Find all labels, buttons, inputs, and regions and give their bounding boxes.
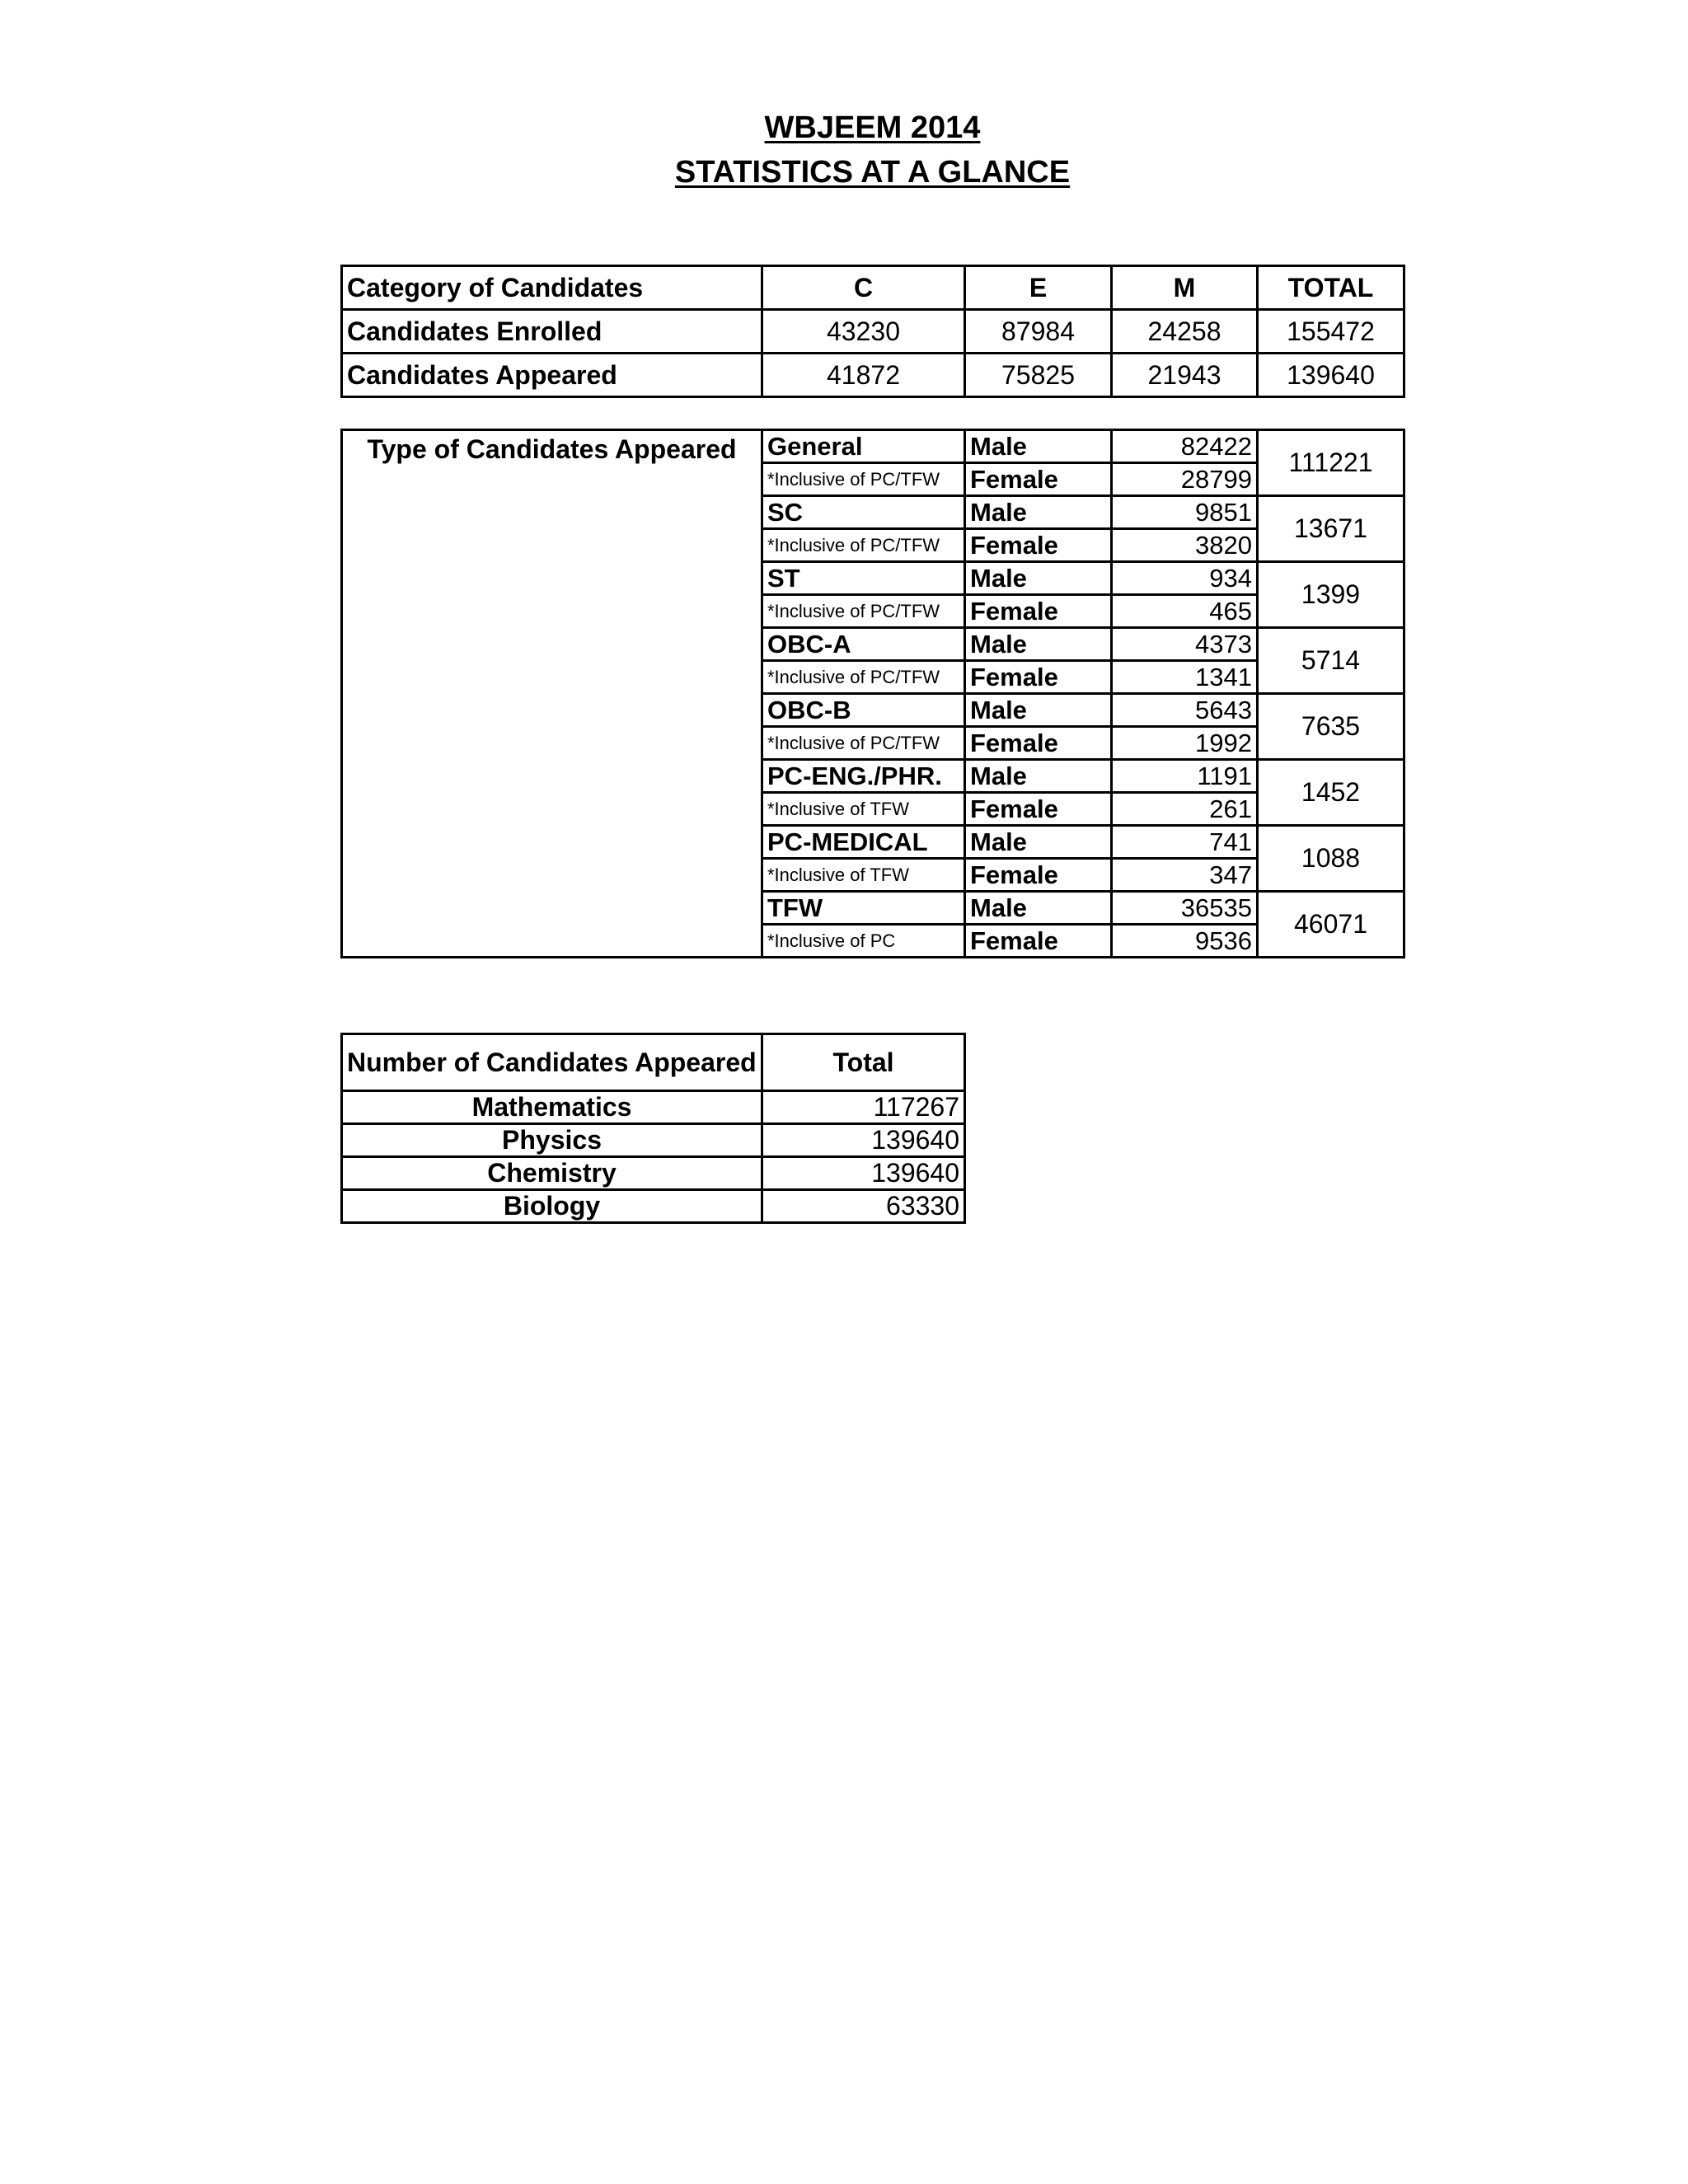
- cell-m: 24258: [1112, 310, 1258, 354]
- subject-header-total: Total: [762, 1034, 965, 1091]
- cell-c: 41872: [762, 354, 965, 397]
- group-name: PC-ENG./PHR.: [762, 760, 965, 793]
- group-total: 7635: [1258, 694, 1404, 760]
- male-label: Male: [965, 826, 1112, 859]
- cell-m: 21943: [1112, 354, 1258, 397]
- male-count: 5643: [1112, 694, 1258, 727]
- female-count: 1992: [1112, 727, 1258, 760]
- female-label: Female: [965, 595, 1112, 628]
- group-name: ST: [762, 562, 965, 595]
- female-label: Female: [965, 793, 1112, 826]
- subject-name: Biology: [342, 1190, 762, 1223]
- cell-total: 155472: [1258, 310, 1404, 354]
- type-row-male: [342, 430, 1404, 463]
- subject-name: Physics: [342, 1124, 762, 1157]
- row-label: Candidates Appeared: [342, 354, 762, 397]
- row-label: Candidates Enrolled: [342, 310, 762, 354]
- subject-name: Chemistry: [342, 1157, 762, 1190]
- group-note: *Inclusive of PC: [762, 925, 965, 958]
- subject-total: 139640: [762, 1124, 965, 1157]
- subject-name: Mathematics: [342, 1091, 762, 1124]
- type-heading: Type of Candidates Appeared: [342, 430, 762, 958]
- group-name: PC-MEDICAL: [762, 826, 965, 859]
- type-table: [340, 429, 1405, 958]
- category-header-total: TOTAL: [1258, 266, 1404, 310]
- table-row: [342, 354, 1404, 397]
- female-label: Female: [965, 925, 1112, 958]
- male-count: 36535: [1112, 892, 1258, 925]
- female-count: 9536: [1112, 925, 1258, 958]
- group-note: *Inclusive of PC/TFW: [762, 727, 965, 760]
- female-count: 261: [1112, 793, 1258, 826]
- group-total: 111221: [1258, 430, 1404, 496]
- group-name: SC: [762, 496, 965, 529]
- female-label: Female: [965, 463, 1112, 496]
- type-table-body: [342, 430, 1404, 958]
- group-note: *Inclusive of PC/TFW: [762, 529, 965, 562]
- female-label: Female: [965, 859, 1112, 892]
- male-label: Male: [965, 694, 1112, 727]
- male-count: 4373: [1112, 628, 1258, 661]
- group-total: 1088: [1258, 826, 1404, 892]
- group-name: TFW: [762, 892, 965, 925]
- female-count: 3820: [1112, 529, 1258, 562]
- subject-total: 117267: [762, 1091, 965, 1124]
- male-label: Male: [965, 628, 1112, 661]
- subject-header-label: Number of Candidates Appeared: [342, 1034, 762, 1091]
- male-label: Male: [965, 562, 1112, 595]
- male-count: 9851: [1112, 496, 1258, 529]
- female-count: 347: [1112, 859, 1258, 892]
- male-count: 934: [1112, 562, 1258, 595]
- table-row: [342, 1190, 965, 1223]
- category-table: [340, 265, 1405, 398]
- group-total: 46071: [1258, 892, 1404, 958]
- category-header-label: Category of Candidates: [342, 266, 762, 310]
- group-total: 1399: [1258, 562, 1404, 628]
- table-row: [342, 310, 1404, 354]
- male-label: Male: [965, 430, 1112, 463]
- male-label: Male: [965, 892, 1112, 925]
- group-note: *Inclusive of PC/TFW: [762, 661, 965, 694]
- subject-total: 63330: [762, 1190, 965, 1223]
- female-count: 28799: [1112, 463, 1258, 496]
- subject-total: 139640: [762, 1157, 965, 1190]
- page-title: WBJEEM 2014: [764, 110, 981, 145]
- group-note: *Inclusive of PC/TFW: [762, 595, 965, 628]
- cell-c: 43230: [762, 310, 965, 354]
- category-header-row: [342, 266, 1404, 310]
- male-label: Male: [965, 496, 1112, 529]
- female-count: 465: [1112, 595, 1258, 628]
- female-label: Female: [965, 661, 1112, 694]
- male-count: 82422: [1112, 430, 1258, 463]
- male-label: Male: [965, 760, 1112, 793]
- table-row: [342, 1091, 965, 1124]
- category-header-c: C: [762, 266, 965, 310]
- table-row: [342, 1124, 965, 1157]
- group-note: *Inclusive of PC/TFW: [762, 463, 965, 496]
- subject-header-row: [342, 1034, 965, 1091]
- page-title-block: [0, 105, 1688, 194]
- male-count: 1191: [1112, 760, 1258, 793]
- category-header-e: E: [965, 266, 1112, 310]
- group-note: *Inclusive of TFW: [762, 793, 965, 826]
- group-note: *Inclusive of TFW: [762, 859, 965, 892]
- category-header-m: M: [1112, 266, 1258, 310]
- female-label: Female: [965, 529, 1112, 562]
- group-name: OBC-B: [762, 694, 965, 727]
- group-total: 13671: [1258, 496, 1404, 562]
- cell-total: 139640: [1258, 354, 1404, 397]
- group-name: General: [762, 430, 965, 463]
- female-label: Female: [965, 727, 1112, 760]
- group-name: OBC-A: [762, 628, 965, 661]
- subject-table: [340, 1033, 966, 1224]
- page-subtitle: STATISTICS AT A GLANCE: [674, 155, 1071, 190]
- table-row: [342, 1157, 965, 1190]
- cell-e: 75825: [965, 354, 1112, 397]
- cell-e: 87984: [965, 310, 1112, 354]
- male-count: 741: [1112, 826, 1258, 859]
- group-total: 1452: [1258, 760, 1404, 826]
- female-count: 1341: [1112, 661, 1258, 694]
- group-total: 5714: [1258, 628, 1404, 694]
